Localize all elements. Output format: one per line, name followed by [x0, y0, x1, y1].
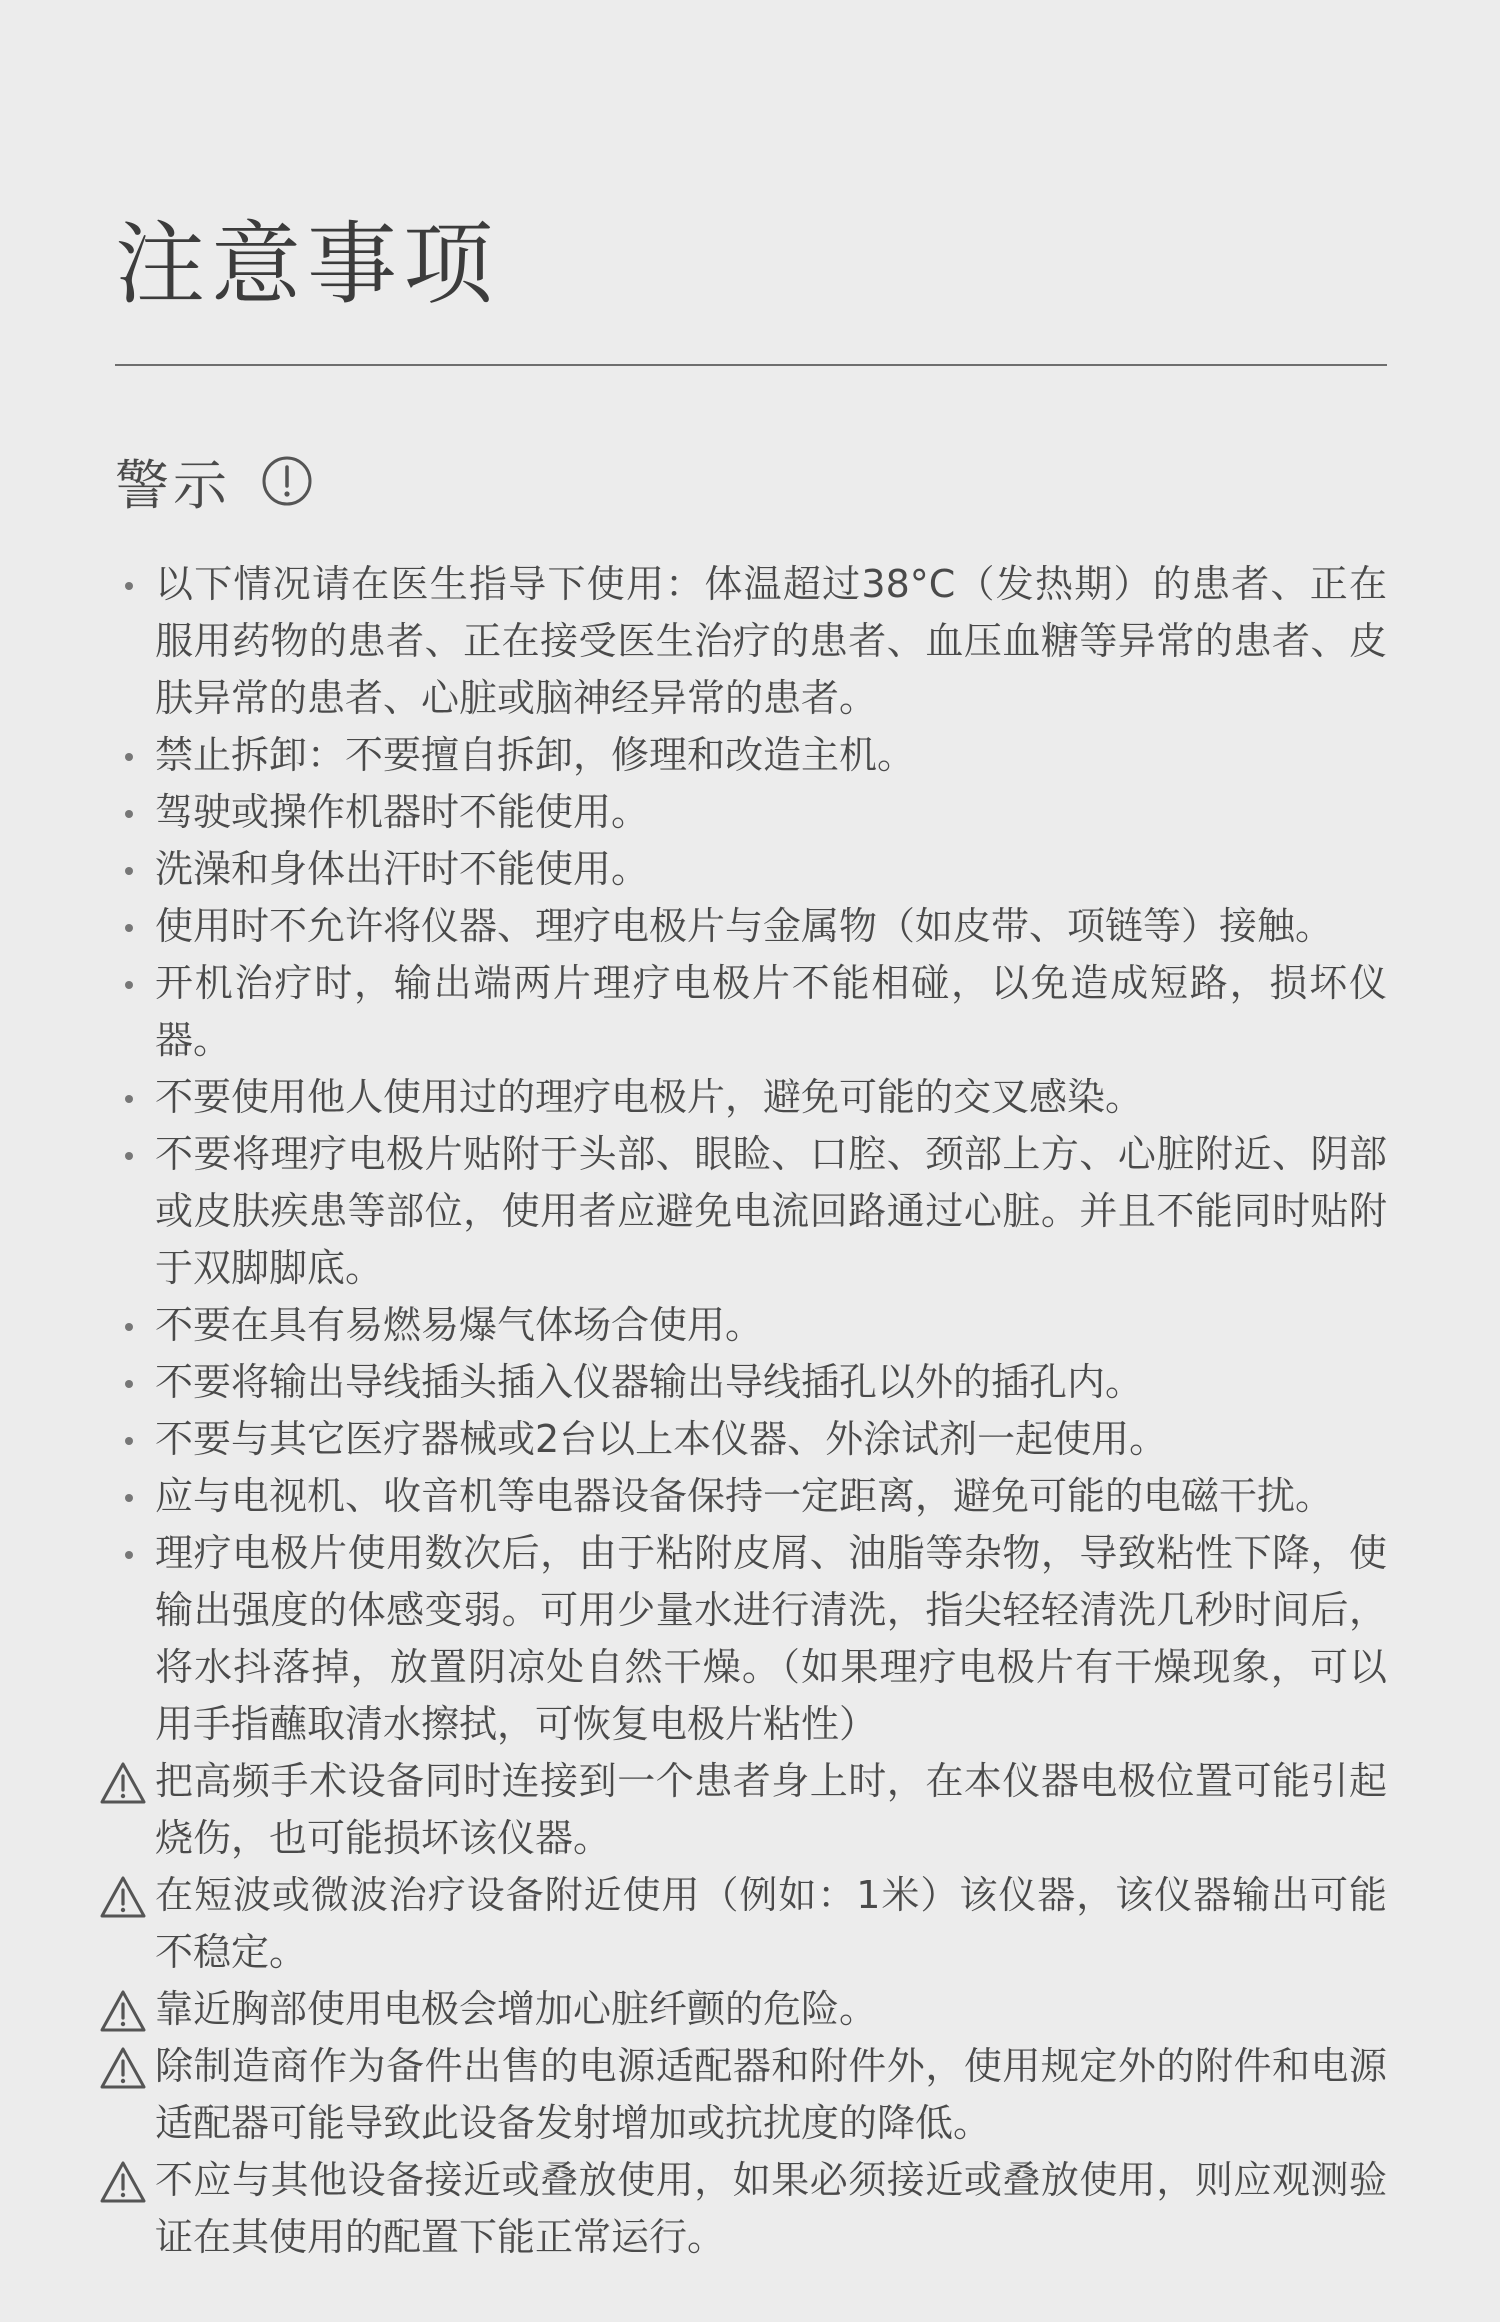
item-text: 不应与其他设备接近或叠放使用，如果必须接近或叠放使用，则应观测验证在其使用的配置下能正常运行。: [155, 2158, 1387, 2259]
bullet-icon: [125, 1551, 133, 1559]
item-text: 应与电视机、收音机等电器设备保持一定距离，避免可能的电磁干扰。: [155, 1474, 1334, 1518]
item-text: 不要将理疗电极片贴附于头部、眼睑、口腔、颈部上方、心脏附近、阴部或皮肤疾患等部位，使用者应避免电流回路通过心脏。并且不能同时贴附于双脚脚底。: [155, 1132, 1387, 1290]
bullet-icon: [125, 1380, 133, 1388]
warning-triangle-icon: [99, 1875, 147, 1919]
list-item: [115, 1411, 1387, 1468]
item-text: 理疗电极片使用数次后，由于粘附皮屑、油脂等杂物，导致粘性下降，使输出强度的体感变弱。可用少量水进行清洗，指尖轻轻清洗几秒时间后，将水抖落掉，放置阴凉处自然干燥。（如果理疗电极片有干燥现象，可以用手指蘸取清水擦拭，可恢复电极片粘性）: [155, 1531, 1387, 1746]
bullet-icon: [125, 753, 133, 761]
bullet-icon: [125, 1323, 133, 1331]
section-header: [115, 446, 313, 516]
bullet-icon: [125, 810, 133, 818]
list-item: [115, 841, 1387, 898]
list-item: [115, 556, 1387, 727]
bullet-icon: [125, 582, 133, 590]
exclamation-circle-icon: [261, 455, 313, 507]
notice-list: [115, 556, 1387, 2266]
page-title: 注意事项: [115, 212, 499, 317]
bullet-icon: [125, 867, 133, 875]
warning-item: [115, 1867, 1387, 1981]
list-item: [115, 1525, 1387, 1753]
warning-triangle-icon: [99, 2046, 147, 2090]
item-text: 不要将输出导线插头插入仪器输出导线插孔以外的插孔内。: [155, 1360, 1144, 1404]
warning-triangle-icon: [99, 2160, 147, 2204]
bullet-icon: [125, 1437, 133, 1445]
list-item: [115, 727, 1387, 784]
warning-item: [115, 1753, 1387, 1867]
item-text: 开机治疗时，输出端两片理疗电极片不能相碰，以免造成短路，损坏仪器。: [155, 961, 1387, 1062]
item-text: 禁止拆卸：不要擅自拆卸，修理和改造主机。: [155, 733, 916, 777]
item-text: 不要使用他人使用过的理疗电极片，避免可能的交叉感染。: [155, 1075, 1144, 1119]
bullet-icon: [125, 924, 133, 932]
list-item: [115, 898, 1387, 955]
item-text: 在短波或微波治疗设备附近使用（例如：1米）该仪器，该仪器输出可能不稳定。: [155, 1873, 1387, 1974]
item-text: 使用时不允许将仪器、理疗电极片与金属物（如皮带、项链等）接触。: [155, 904, 1334, 948]
list-item: [115, 1297, 1387, 1354]
section-title: 警示: [115, 453, 231, 517]
item-text: 除制造商作为备件出售的电源适配器和附件外，使用规定外的附件和电源适配器可能导致此设备发射增加或抗扰度的降低。: [155, 2044, 1387, 2145]
bullet-icon: [125, 1095, 133, 1103]
item-text: 驾驶或操作机器时不能使用。: [155, 790, 650, 834]
list-item: [115, 784, 1387, 841]
warning-item: [115, 1981, 1387, 2038]
warning-triangle-icon: [99, 1761, 147, 1805]
item-text: 不要在具有易燃易爆气体场合使用。: [155, 1303, 764, 1347]
item-text: 以下情况请在医生指导下使用：体温超过38°C（发热期）的患者、正在服用药物的患者、正在接受医生治疗的患者、血压血糖等异常的患者、皮肤异常的患者、心脏或脑神经异常的患者。: [155, 562, 1387, 720]
list-item: [115, 955, 1387, 1069]
item-text: 把高频手术设备同时连接到一个患者身上时，在本仪器电极位置可能引起烧伤，也可能损坏该仪器。: [155, 1759, 1387, 1860]
list-item: [115, 1126, 1387, 1297]
item-text: 洗澡和身体出汗时不能使用。: [155, 847, 650, 891]
title-divider: [115, 364, 1387, 366]
warning-item: [115, 2152, 1387, 2266]
item-text: 靠近胸部使用电极会增加心脏纤颤的危险。: [155, 1987, 878, 2031]
bullet-icon: [125, 1152, 133, 1160]
warning-item: [115, 2038, 1387, 2152]
item-text: 不要与其它医疗器械或2台以上本仪器、外涂试剂一起使用。: [155, 1417, 1168, 1461]
warning-triangle-icon: [99, 1989, 147, 2033]
bullet-icon: [125, 1494, 133, 1502]
list-item: [115, 1354, 1387, 1411]
list-item: [115, 1468, 1387, 1525]
list-item: [115, 1069, 1387, 1126]
bullet-icon: [125, 981, 133, 989]
